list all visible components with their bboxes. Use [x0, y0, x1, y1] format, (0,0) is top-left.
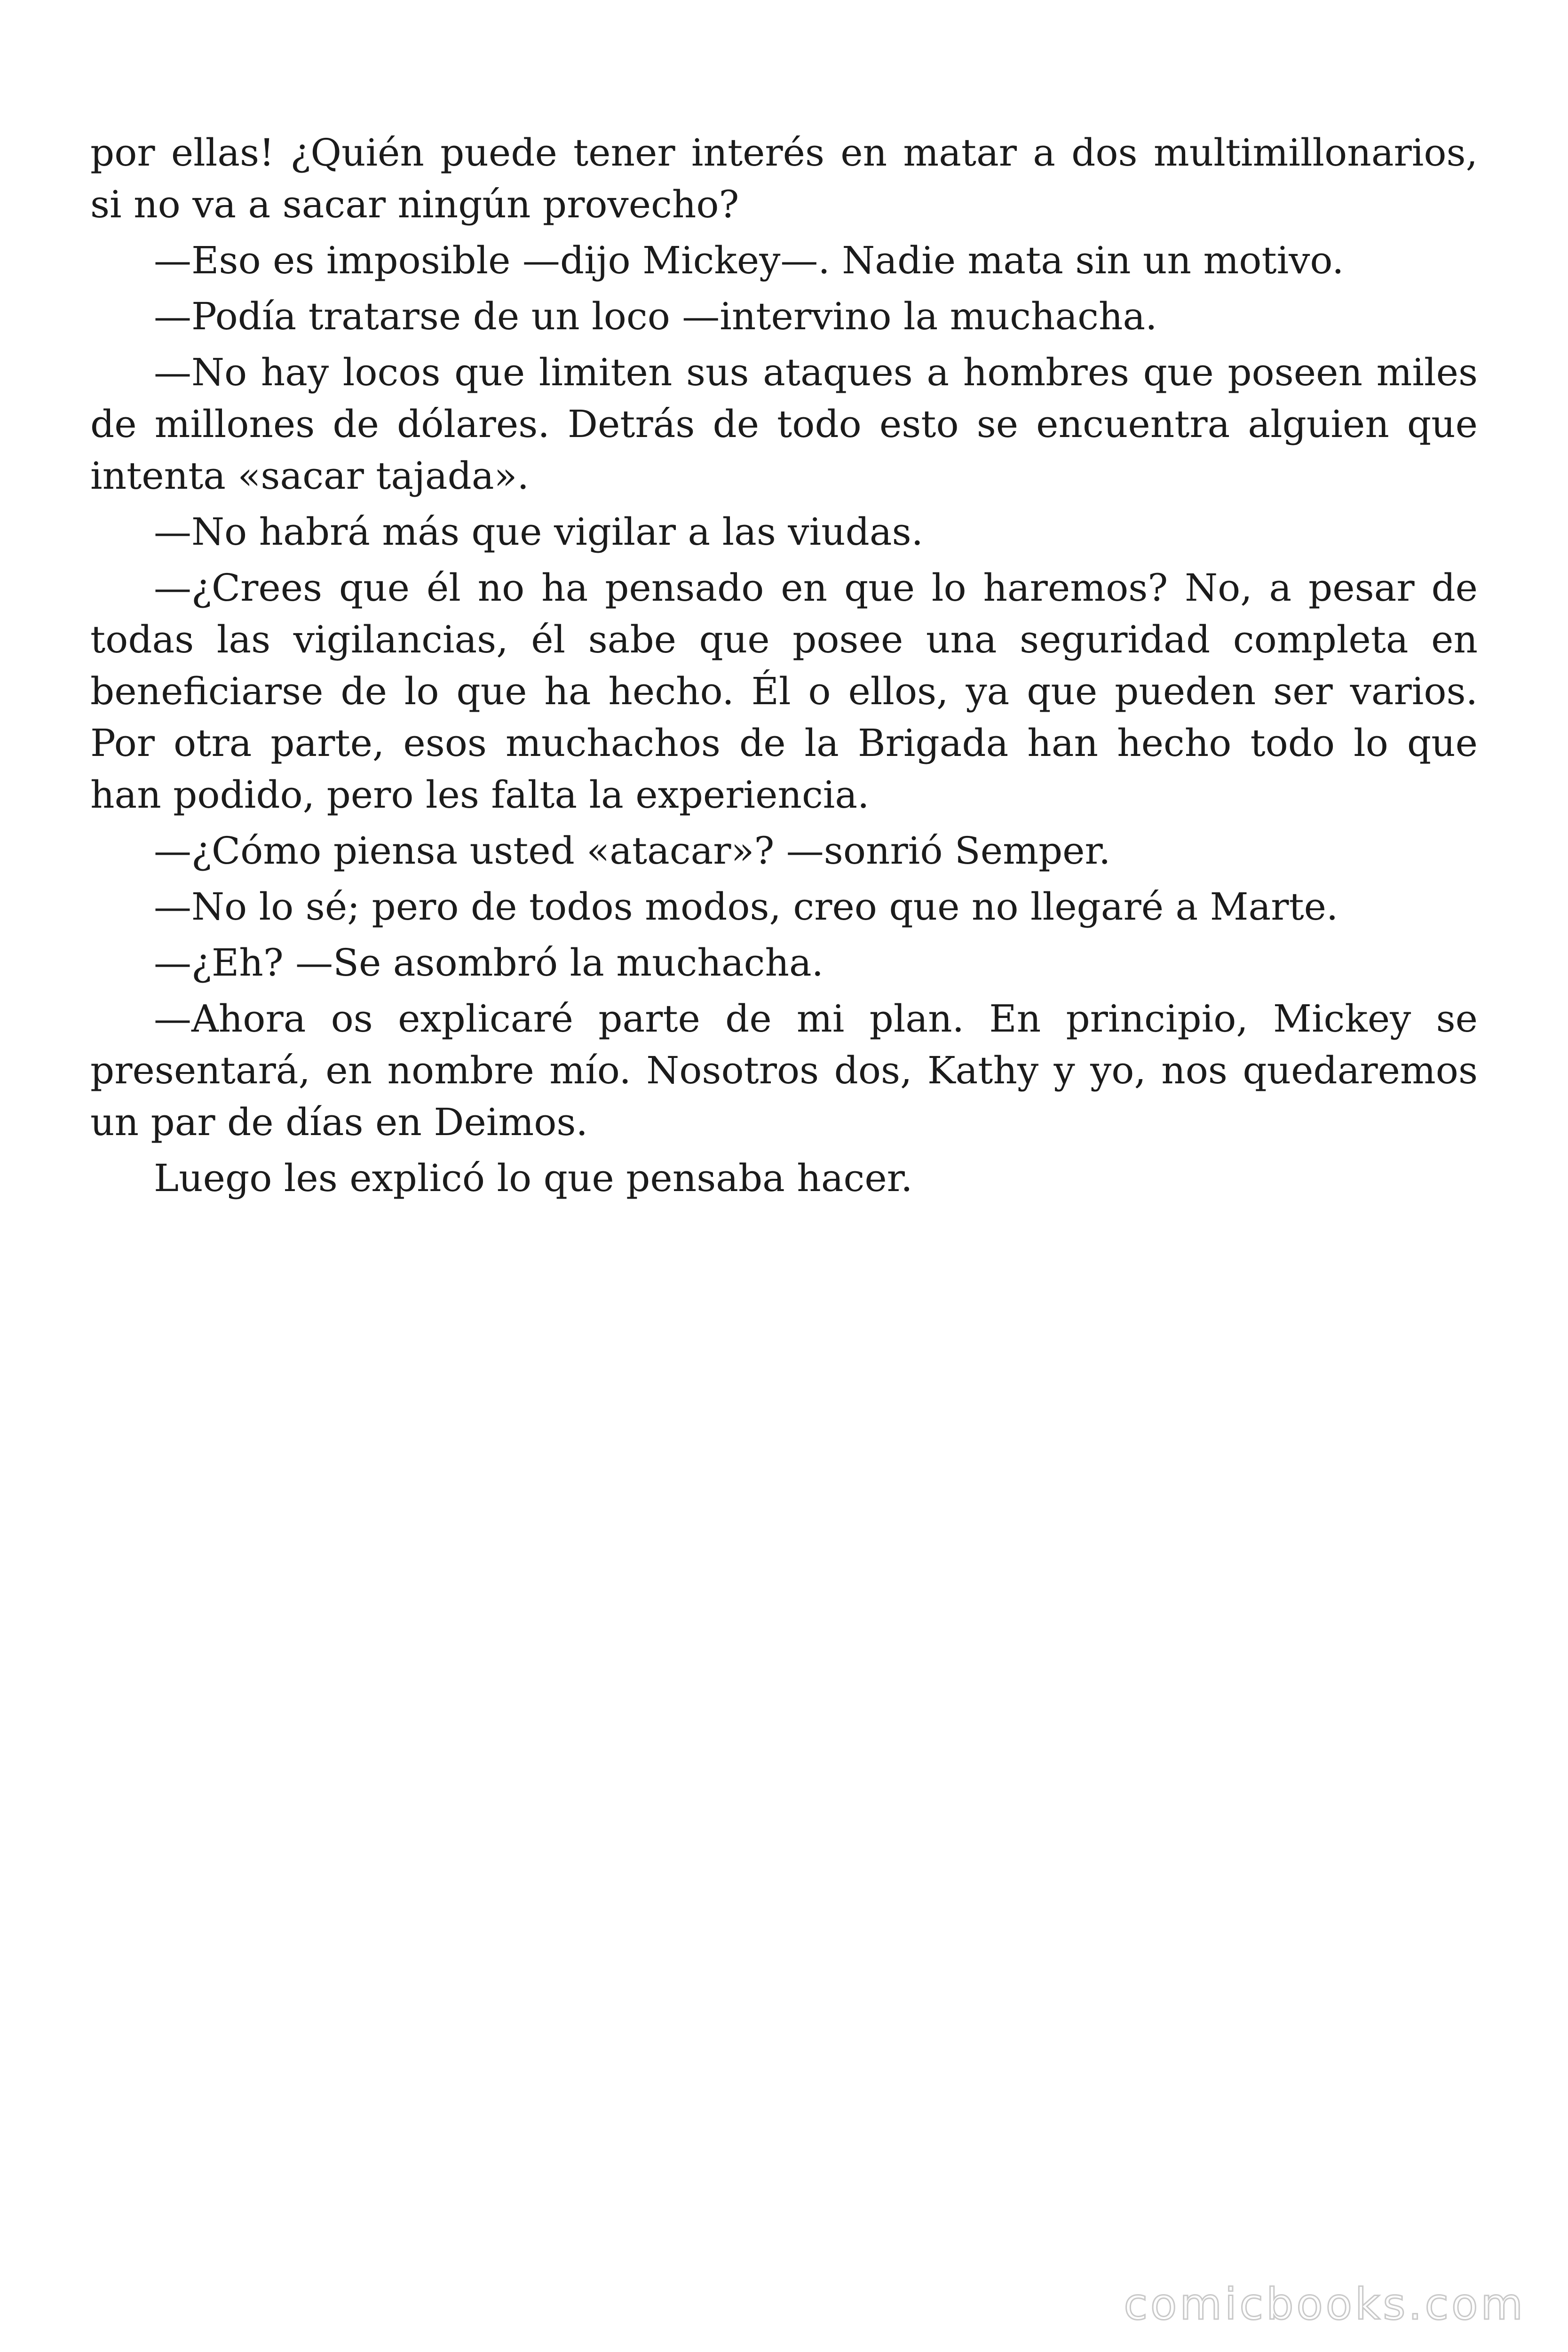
- paragraph: —¿Cómo piensa usted «atacar»? —sonrió Semper.: [154, 829, 1111, 873]
- paragraph: por ellas! ¿Quién puede tener interés en matar a dos multimillonarios, si no va a sacar ningún provecho?: [90, 131, 1478, 226]
- paragraph: —¿Crees que él no ha pensado en que lo haremos? No, a pesar de todas las vigilancias, él sabe que posee una seguridad completa en beneficiarse de lo que ha hecho. Él o ellos, ya que pueden ser varios. Por otra parte, esos muchachos de la Brigada han hecho todo lo que han podido, pero les falta la experiencia.: [90, 566, 1478, 817]
- paragraph: —No habrá más que vigilar a las viudas.: [154, 510, 924, 554]
- paragraph: Luego les explicó lo que pensaba hacer.: [154, 1156, 913, 1200]
- watermark: comicbooks.com: [1124, 2279, 1526, 2329]
- paragraph: —Ahora os explicaré parte de mi plan. En principio, Mickey se presentará, en nombre mío. Nosotros dos, Kathy y yo, nos quedaremos un par de días en Deimos.: [90, 997, 1478, 1144]
- paragraph: —Podía tratarse de un loco —intervino la muchacha.: [154, 294, 1157, 338]
- paragraph: —No hay locos que limiten sus ataques a hombres que poseen miles de millones de dólares. Detrás de todo esto se encuentra alguien que intenta «sacar tajada».: [90, 350, 1478, 498]
- paragraph: —¿Eh? —Se asombró la muchacha.: [154, 941, 824, 985]
- page-text: [90, 127, 1478, 1208]
- paragraph: —Eso es imposible —dijo Mickey—. Nadie mata sin un motivo.: [154, 238, 1344, 282]
- paragraph: —No lo sé; pero de todos modos, creo que no llegaré a Marte.: [154, 885, 1338, 929]
